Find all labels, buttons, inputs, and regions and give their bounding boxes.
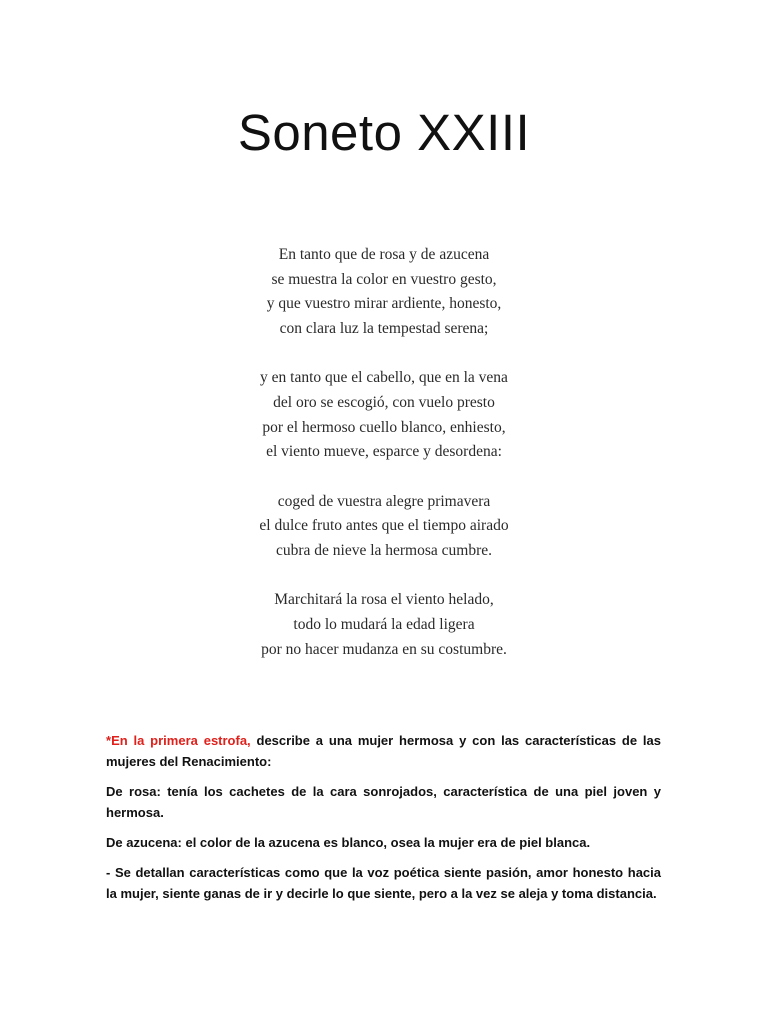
poem bbox=[0, 243, 768, 687]
note-text: describe a una mujer hermosa y con las características de las mujeres del Renacimiento: bbox=[106, 733, 661, 769]
note-asterisk: * bbox=[106, 733, 112, 748]
verse: todo lo mudará la edad ligera bbox=[293, 615, 475, 633]
analysis-notes bbox=[106, 730, 661, 913]
verse: el viento mueve, esparce y desordena: bbox=[266, 443, 502, 461]
stanza-1 bbox=[0, 243, 768, 342]
note-detalles: - Se detallan características como que la voz poética siente pasión, amor honesto hacia la mujer, siente ganas de ir y decirle lo que siente, pero a la vez se aleja y toma distancia. bbox=[106, 865, 661, 901]
verse: el dulce fruto antes que el tiempo airado bbox=[259, 517, 509, 535]
stanza-3 bbox=[0, 490, 768, 564]
note-de-rosa: De rosa: tenía los cachetes de la cara sonrojados, característica de una piel joven y hermosa. bbox=[106, 784, 661, 820]
verse: por el hermoso cuello blanco, enhiesto, bbox=[262, 418, 506, 436]
verse: coged de vuestra alegre primavera bbox=[277, 492, 491, 510]
stanza-4 bbox=[0, 588, 768, 662]
stanza-2 bbox=[0, 366, 768, 465]
verse: y en tanto que el cabello, que en la vena bbox=[260, 369, 508, 387]
verse: con clara luz la tempestad serena; bbox=[279, 320, 489, 338]
verse: por no hacer mudanza en su costumbre. bbox=[261, 640, 507, 658]
note-de-azucena: De azucena: el color de la azucena es blanco, osea la mujer era de piel blanca. bbox=[106, 835, 591, 850]
verse: En tanto que de rosa y de azucena bbox=[278, 246, 490, 263]
page-title: Soneto XXIII bbox=[237, 104, 531, 161]
note-first-stanza bbox=[106, 730, 661, 772]
verse: del oro se escogió, con vuelo presto bbox=[273, 394, 495, 412]
verse: cubra de nieve la hermosa cumbre. bbox=[275, 542, 493, 560]
verse: se muestra la color en vuestro gesto, bbox=[271, 270, 497, 288]
verse: y que vuestro mirar ardiente, honesto, bbox=[266, 295, 502, 313]
verse: Marchitará la rosa el viento helado, bbox=[274, 591, 494, 609]
note-highlight: En la primera estrofa, bbox=[111, 733, 251, 748]
